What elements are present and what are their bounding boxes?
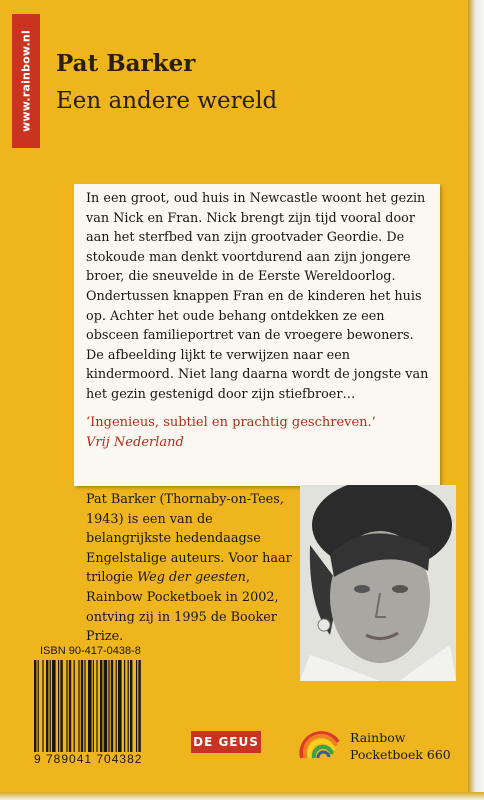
publisher-logo: DE GEUS <box>191 731 261 753</box>
barcode-bars <box>32 660 184 752</box>
blurb-paragraph-1: In een groot, oud huis in Newcastle woont het gezin van Nick en Fran. Nick brengt zijn tijd vooral door aan het sterfbed van zijn grootvader Geordie. De stokoude man denkt voortdurend aan zijn jongere broer, die sneuvelde in de Eerste Wereldoorlog. <box>86 191 426 285</box>
author-portrait-icon <box>300 485 456 681</box>
isbn: ISBN 90-417-0438-8 <box>40 645 141 657</box>
quote-text: ‘Ingenieus, subtiel en prachtig geschreven.’ <box>86 415 376 430</box>
author-photo <box>300 485 456 681</box>
book-title: Een andere wereld <box>56 88 278 114</box>
website-tab <box>12 14 40 148</box>
bio-text-2: , Rainbow Pocketboek in 2002, ontving zij in 1995 de Booker Prize. <box>86 570 279 645</box>
blurb-paragraph-2: Ondertussen knappen Fran en de kinderen het huis op. Achter het oude behang ontdekken ze een obsceen familieportret van de vroegere bewoners. De afbeelding lijkt te verwijzen naar een kindermoord. Niet lang daarna wordt de jongste van het gezin gestenigd door zijn stiefbroer… <box>86 288 429 402</box>
quote-source: Vrij Nederland <box>86 434 184 450</box>
page-edge-bottom <box>0 792 484 800</box>
blurb-text <box>86 189 430 405</box>
author-bio <box>86 490 296 647</box>
series-line-1: Rainbow <box>350 730 406 745</box>
barcode-digits: 9 789041 704382 <box>34 752 184 766</box>
series-name <box>350 729 451 763</box>
bio-text-1: Pat Barker (Thornaby-on-Tees, 1943) is een van de belangrijkste hedendaagse Engelstalige auteurs. Voor haar trilogie <box>86 492 292 586</box>
trilogy-title: Weg der geesten <box>137 570 246 586</box>
press-quote <box>86 413 430 452</box>
rainbow-logo-icon <box>298 720 342 760</box>
website-url: www.rainbow.nl <box>19 30 33 132</box>
author-name: Pat Barker <box>56 50 196 77</box>
series-line-2: Pocketboek 660 <box>350 747 451 762</box>
page-edge-right <box>468 0 484 800</box>
